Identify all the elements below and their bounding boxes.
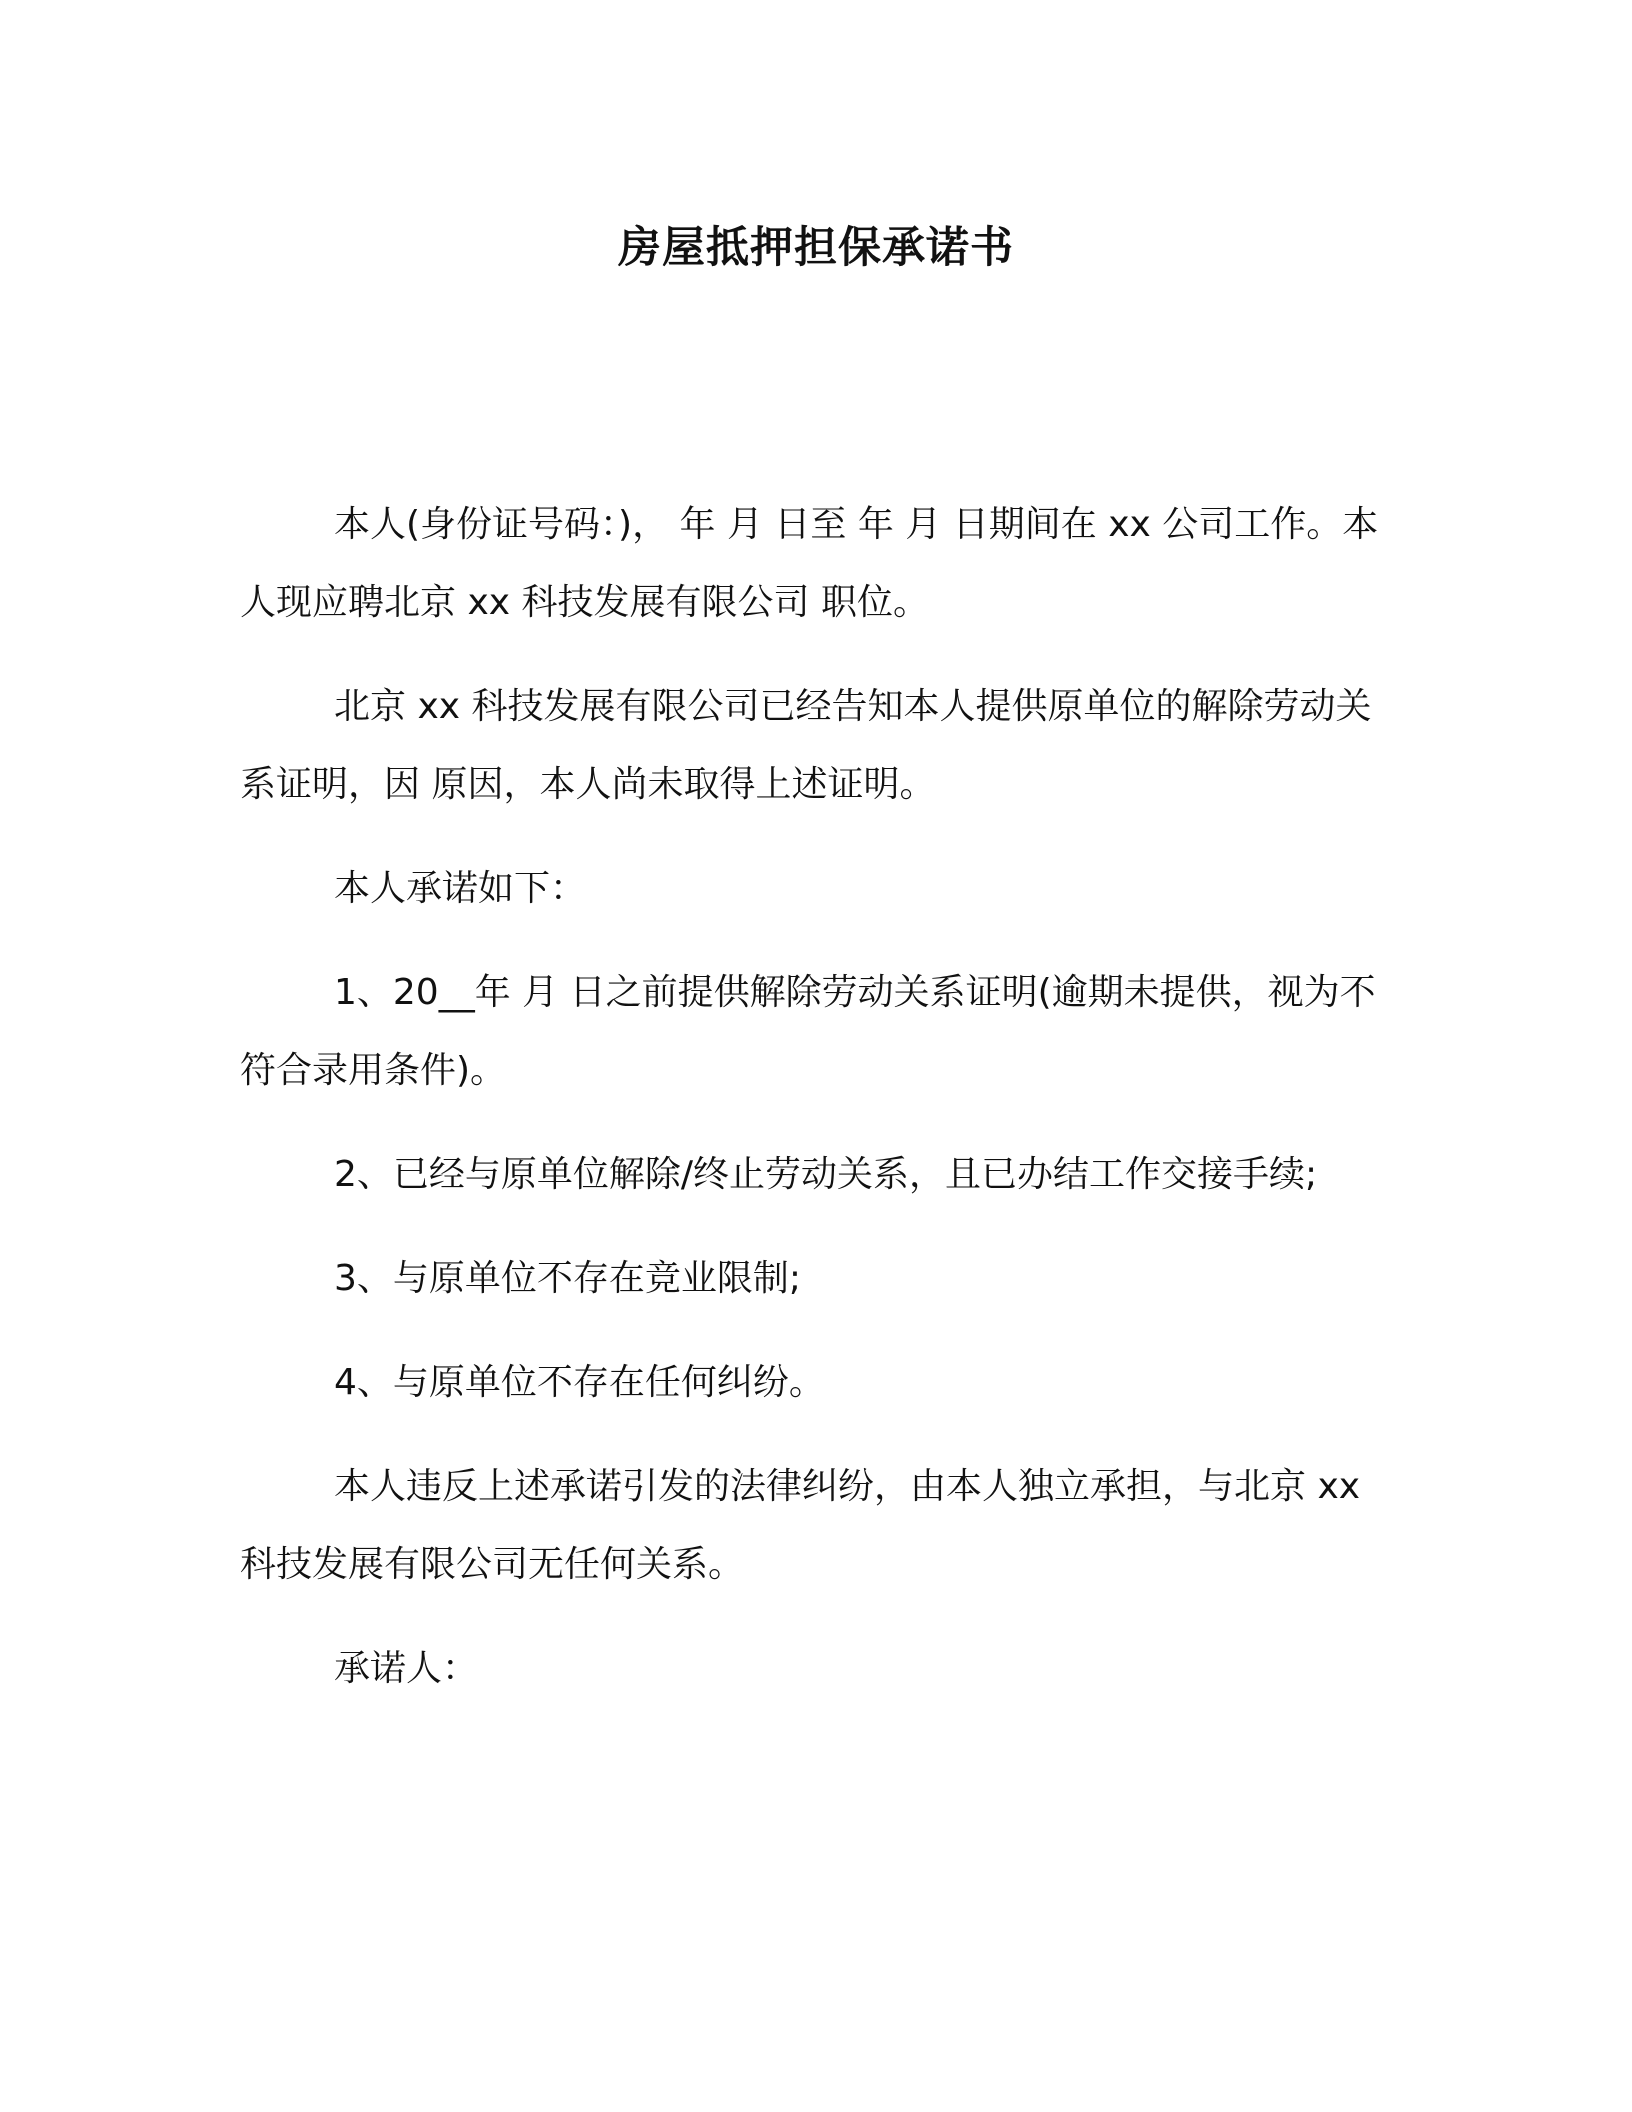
commitment-item-2: 2、已经与原单位解除/终止劳动关系，且已办结工作交接手续; <box>334 1154 1318 1195</box>
commitment-item-3: 3、与原单位不存在竞业限制; <box>334 1258 802 1299</box>
commitment-item-4: 4、与原单位不存在任何纠纷。 <box>334 1362 825 1403</box>
paragraph-liability: 本人违反上述承诺引发的法律纠纷，由本人独立承担，与北京 xx 科技发展有限公司无任何关系。 <box>240 1466 1361 1585</box>
paragraph-identity: 本人(身份证号码：)， 年 月 日至 年 月 日期间在 xx 公司工作。本人现应聘北京 xx 科技发展有限公司 职位。 <box>240 504 1379 623</box>
document-title: 房屋抵押担保承诺书 <box>618 223 1014 273</box>
signatory-label: 承诺人： <box>334 1648 479 1689</box>
paragraph-commitment-intro: 本人承诺如下： <box>334 868 587 909</box>
paragraph-notice: 北京 xx 科技发展有限公司已经告知本人提供原单位的解除劳动关系证明，因 原因，本人尚未取得上述证明。 <box>240 686 1372 805</box>
document-body <box>240 486 1380 1734</box>
commitment-item-1: 1、20__年 月 日之前提供解除劳动关系证明(逾期未提供，视为不符合录用条件)。 <box>240 972 1376 1091</box>
